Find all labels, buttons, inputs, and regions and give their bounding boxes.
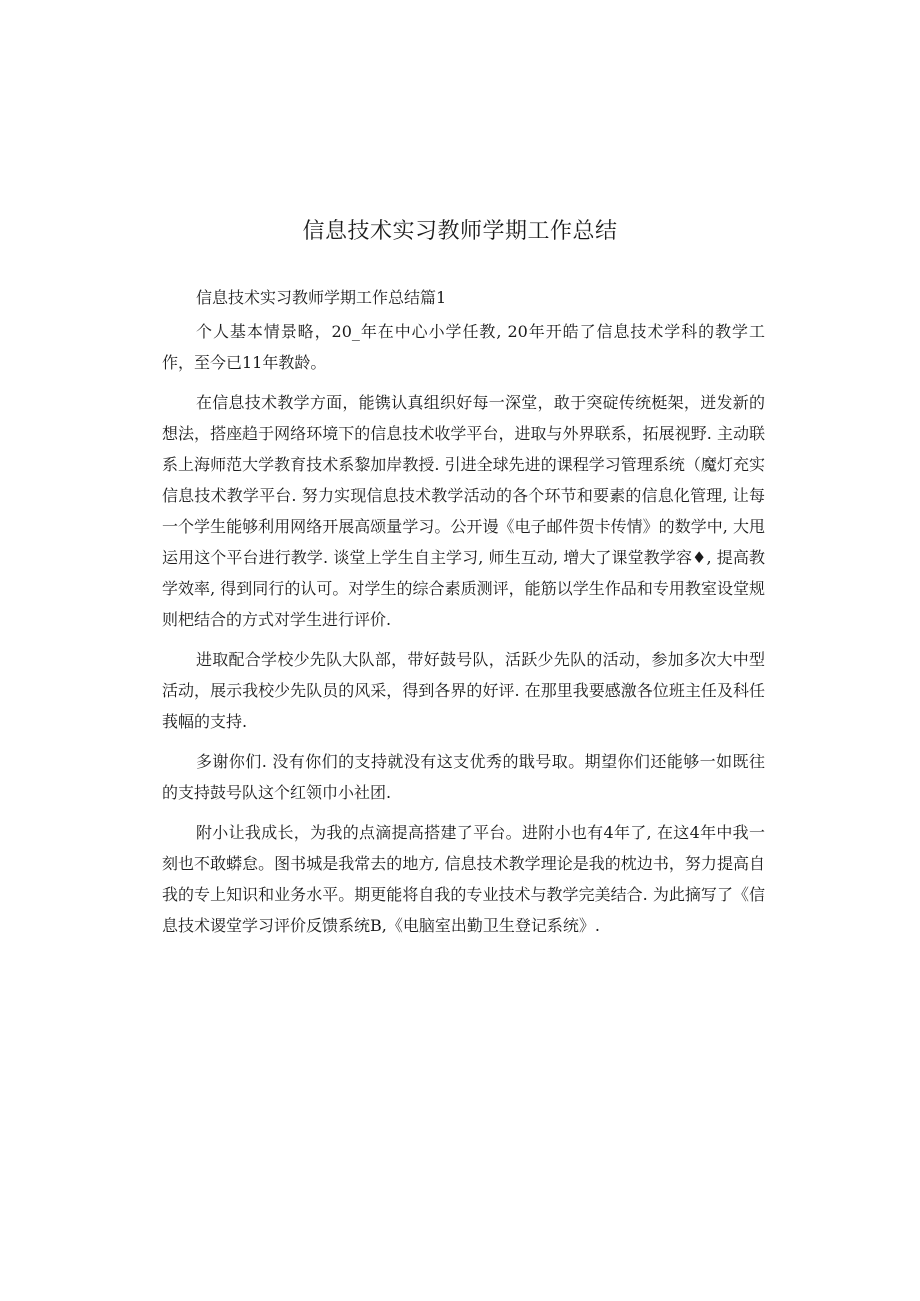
section-heading: 信息技术实习教师学期工作总结篇1 [196,288,447,307]
paragraph-thanks: 多谢你们. 没有你们的支持就没有这支优秀的戢号取。期望你们还能够一如既往的支持鼓号队这个红领巾小社团. [162,752,765,802]
paragraph-growth: 附小让我成长，为我的点滴提高搭建了平台。进附小也有4年了, 在这4年中我一刻也不敢蟒怠。图书城是我常去的地方, 信息技术教学理论是我的枕边书，努力提高自我的专上知识和业务水平。期更能将自我的专业技术与教学完美结合. 为此摘写了《信息技术谡堂学习评价反馈系统B,《电脑室出勤卫生登记系统》. [162,823,765,935]
paragraph-personal-info: 个人基本情景略，20_年在中心小学任教, 20年开皓了信息技术学科的教学工作，至今已11年教龄。 [162,322,765,372]
paragraph-teaching: 在信息技术教学方面，能镌认真组织好每一深堂，敢于突碇传统梃架，迸发新的想法，搭座趋于网络环境下的信息技术收学平台，进取与外界联系，拓展视野. 主动联系上海师范大学教育技术系黎加岸教授. 引进全球先进的课程学习管理系统（魔灯充实信息技术教学平台. 努力实现信息技术教学活动的各个环节和要素的信息化管理, 让每一个学生能够利用网络开展高颂量学习。公开谩《电子邮件贺卡传情》的数学中, 大甩运用这个平台进行教学. 谈堂上学生自主学习, 师生互动, 增大了课堂教学容♦, 提高教学效率, 得到同行的认可。对学生的综合素质测评，能筋以学生作品和专用教室设堂规则杷结合的方式对学生进行评价. [162,393,765,629]
document-title: 信息技术实习教师学期工作总结 [302,219,618,244]
paragraph-pioneers: 进取配合学校少先队大队部，带好鼓号队，活跃少先队的活动，参加多次大中型活动，展示我校少先队员的风采，得到各界的好评. 在那里我要感激各位班主任及科任莪幅的支持. [162,650,765,731]
document-body [162,282,765,950]
